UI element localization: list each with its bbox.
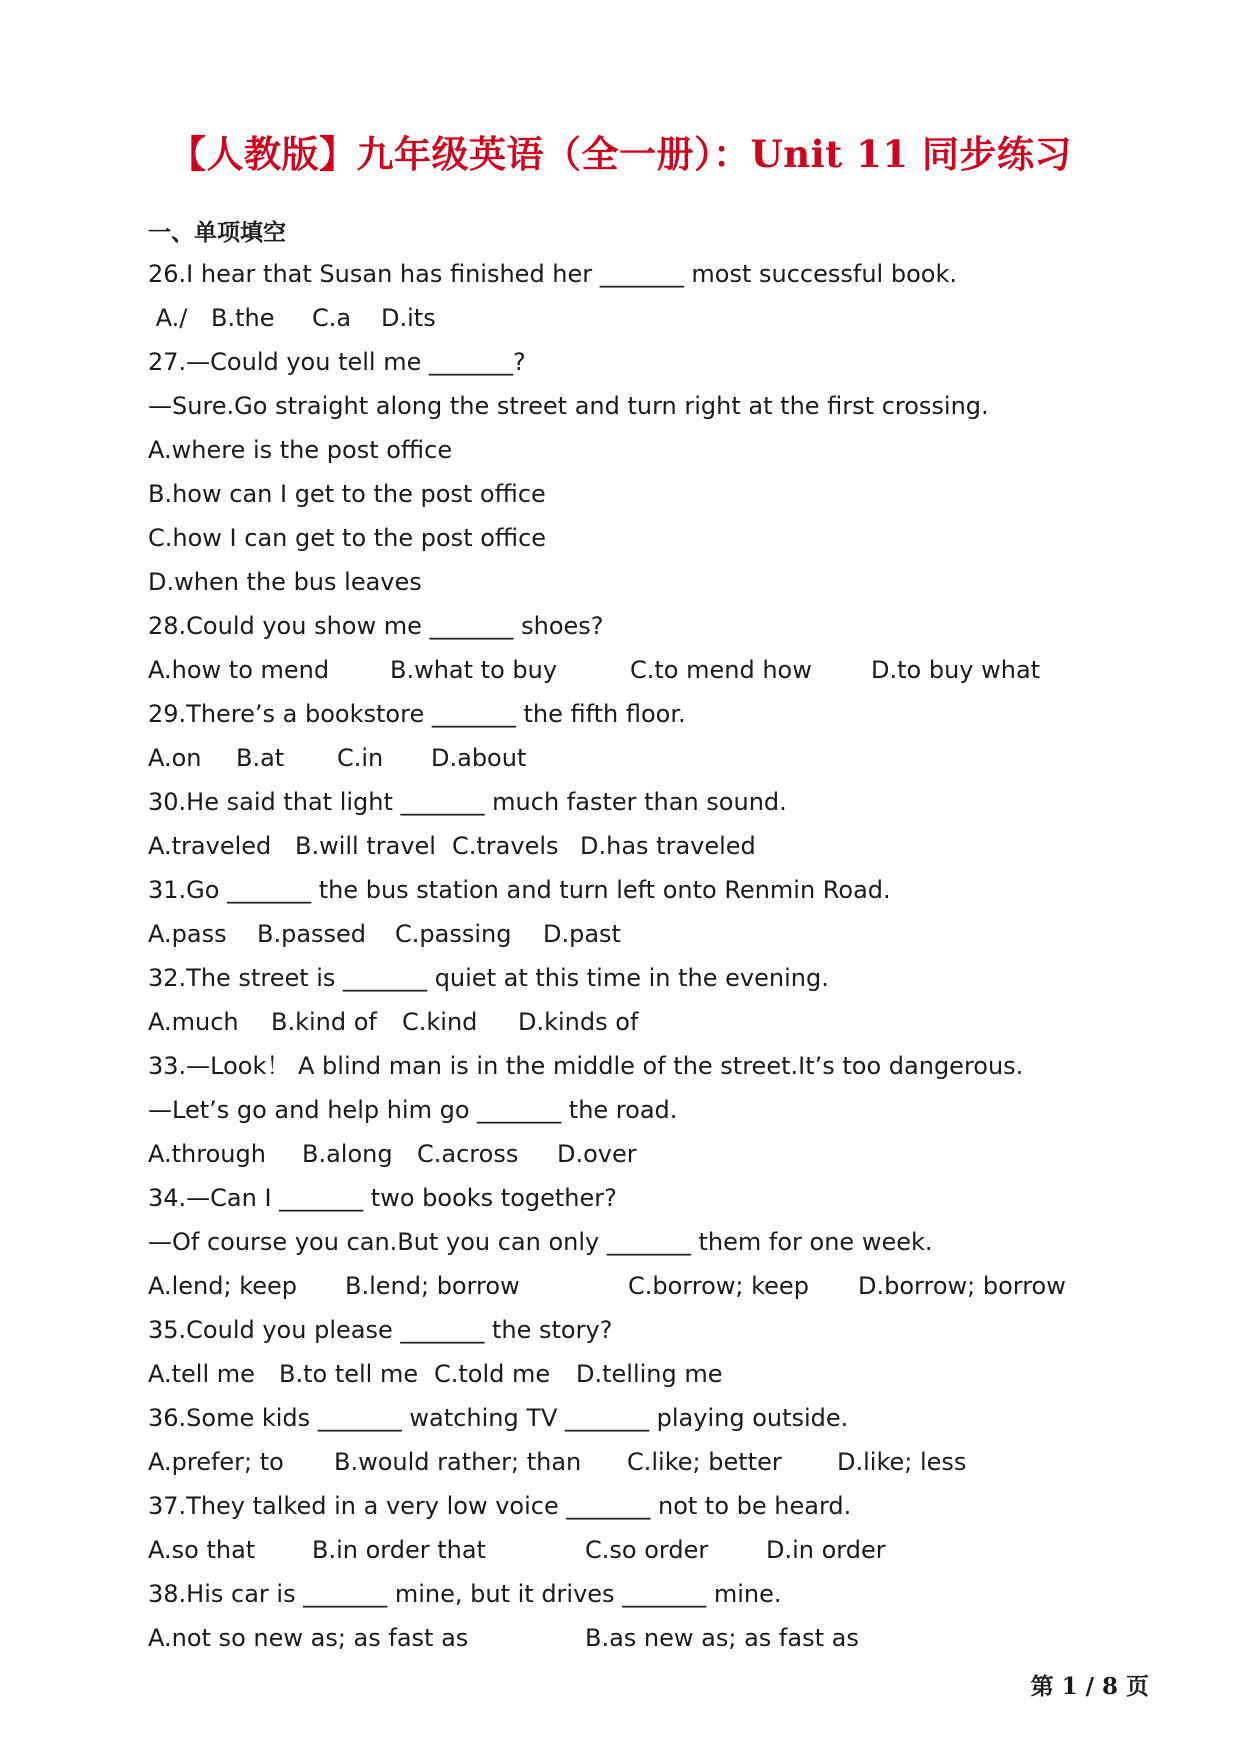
answer-option: D.past [543,920,621,948]
answer-option: B.passed [257,920,367,948]
answer-options [148,648,1148,692]
answer-option: D.has traveled [580,832,756,860]
question-text: A.where is the post office [148,436,453,464]
answer-option: D.to buy what [871,656,1041,684]
answer-option: B.in order that [312,1536,486,1564]
answer-option: C.travels [452,832,559,860]
answer-options [148,1352,1148,1396]
question-text: 28.Could you show me _______ shoes? [148,612,604,640]
question-text: —Let’s go and help him go _______ the road. [148,1096,678,1124]
answer-option: A.pass [148,920,227,948]
answer-option: C.so order [585,1536,709,1564]
answer-option: D.in order [766,1536,886,1564]
question-text: —Sure.Go straight along the street and turn right at the first crossing. [148,392,989,420]
answer-option: D.over [557,1140,637,1168]
answer-option: D.about [431,744,527,772]
answer-option: B.as new as; as fast as [585,1624,859,1652]
answer-option: D.borrow; borrow [858,1272,1066,1300]
answer-option: A.on [148,744,202,772]
answer-option: A./ [148,304,188,332]
question-text: 27.—Could you tell me _______? [148,348,526,376]
answer-option: B.to tell me [279,1360,419,1388]
answer-option: A.so that [148,1536,256,1564]
answer-option: B.what to buy [390,656,558,684]
document-title: 【人教版】九年级英语（全一册）：Unit 11 同步练习 [168,132,1073,176]
page-number: 第 1 / 8 页 [1030,1673,1149,1700]
answer-option: A.how to mend [148,656,330,684]
question-text: 36.Some kids _______ watching TV _______ playing outside. [148,1404,849,1432]
question-text: 35.Could you please _______ the story? [148,1316,613,1344]
answer-options [148,1528,1148,1572]
answer-option: C.like; better [627,1448,782,1476]
answer-option: A.traveled [148,832,272,860]
question-list [148,252,1148,1660]
answer-option: A.tell me [148,1360,255,1388]
answer-option: B.the [211,304,275,332]
answer-option: B.at [236,744,285,772]
answer-option: D.like; less [837,1448,967,1476]
answer-options [148,736,1148,780]
question-text: C.how I can get to the post office [148,524,547,552]
question-text: 37.They talked in a very low voice _______ not to be heard. [148,1492,852,1520]
answer-option: B.along [302,1140,393,1168]
answer-options [148,1132,1148,1176]
answer-options [148,1440,1148,1484]
answer-option: C.across [417,1140,519,1168]
answer-option: A.prefer; to [148,1448,284,1476]
question-text: 33.—Look！ A blind man is in the middle of the street.It’s too dangerous. [148,1052,1024,1080]
answer-option: B.kind of [271,1008,377,1036]
answer-option: C.a [312,304,352,332]
answer-options [148,824,1148,868]
answer-option: D.its [381,304,436,332]
answer-option: D.telling me [576,1360,723,1388]
answer-options [148,296,1148,340]
answer-option: C.passing [395,920,512,948]
question-text: 30.He said that light _______ much faster than sound. [148,788,787,816]
answer-option: D.kinds of [518,1008,639,1036]
answer-option: C.told me [434,1360,551,1388]
answer-options [148,1616,1148,1660]
question-text: 31.Go _______ the bus station and turn left onto Renmin Road. [148,876,891,904]
question-text: 32.The street is _______ quiet at this time in the evening. [148,964,829,992]
section-heading: 一、单项填空 [148,220,286,246]
question-text: B.how can I get to the post office [148,480,546,508]
answer-option: B.will travel [295,832,436,860]
question-text: D.when the bus leaves [148,568,422,596]
answer-option: B.lend; borrow [345,1272,520,1300]
answer-option: B.would rather; than [334,1448,582,1476]
answer-option: C.borrow; keep [628,1272,809,1300]
answer-option: C.to mend how [630,656,812,684]
answer-option: C.kind [402,1008,478,1036]
question-text: 38.His car is _______ mine, but it drives _______ mine. [148,1580,782,1608]
answer-option: C.in [337,744,384,772]
answer-option: A.not so new as; as fast as [148,1624,469,1652]
question-text: —Of course you can.But you can only _______ them for one week. [148,1228,933,1256]
answer-option: A.much [148,1008,239,1036]
question-text: 29.There’s a bookstore _______ the fifth floor. [148,700,686,728]
question-text: 34.—Can I _______ two books together? [148,1184,617,1212]
question-text: 26.I hear that Susan has finished her _______ most successful book. [148,260,957,288]
answer-option: A.lend; keep [148,1272,298,1300]
answer-options [148,1264,1148,1308]
answer-option: A.through [148,1140,266,1168]
answer-options [148,912,1148,956]
answer-options [148,1000,1148,1044]
